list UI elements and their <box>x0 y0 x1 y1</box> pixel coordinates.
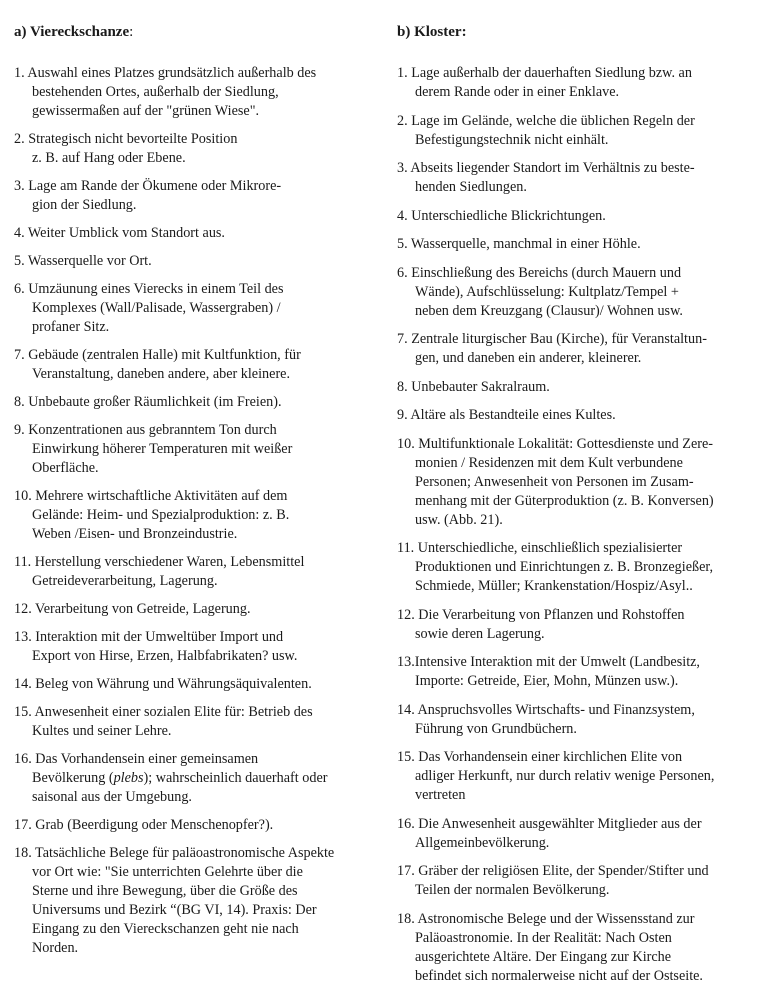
list-item <box>14 130 372 168</box>
list-item-continuation-line: derem Rande oder in einer Enklave. <box>415 84 620 100</box>
list-item-first-line: 9. Altäre als Bestandteile eines Kultes. <box>397 407 616 423</box>
list-item <box>14 224 372 243</box>
list-item-continuation-line: gewissermaßen auf der "grünen Wiese". <box>32 103 260 119</box>
list-item-first-line: 3. Lage am Rande der Ökumene oder Mikrore- <box>14 178 282 194</box>
list-item-continuation-line: Komplexes (Wall/Palisade, Wassergraben) / <box>32 300 281 316</box>
list-item-first-line: 10. Multifunktionale Lokalität: Gottesdienste und Zere- <box>397 435 713 452</box>
list-item-first-line: 9. Konzentrationen aus gebranntem Ton durch <box>14 422 277 438</box>
list-item <box>397 264 751 321</box>
list-item-first-line: 11. Herstellung verschiedener Waren, Lebensmittel <box>14 554 305 570</box>
list-item-first-line: 4. Unterschiedliche Blickrichtungen. <box>397 207 606 224</box>
list-item-continuation-line: Produktionen und Einrichtungen z. B. Bronzegießer, <box>415 559 714 575</box>
list-item-continuation-line: monien / Residenzen mit dem Kult verbundene <box>415 454 683 471</box>
list-item <box>397 330 751 368</box>
list-item-continuation-line: Kultes und seiner Lehre. <box>32 723 172 739</box>
list-item-continuation-line: Weben /Eisen- und Bronzeindustrie. <box>32 526 238 542</box>
list-item-continuation-line: usw. (Abb. 21). <box>415 511 503 528</box>
list-item-continuation-line: Personen; Anwesenheit von Personen im Zusam- <box>415 473 694 490</box>
list-item-continuation-line: vor Ort wie: "Sie unterrichten Gelehrte über die <box>32 864 303 880</box>
list-item-first-line: 18. Tatsächliche Belege für paläoastronomische Aspekte <box>14 845 335 861</box>
list-item-continuation-line: henden Siedlungen. <box>415 179 527 195</box>
list-item-first-line: 16. Die Anwesenheit ausgewählter Mitglieder aus der <box>397 815 702 832</box>
list-item-continuation-line: Wände), Aufschlüsselung: Kultplatz/Tempel + <box>415 283 679 300</box>
list-item-continuation-line: Befestigungstechnik nicht einhält. <box>415 131 609 148</box>
list-item <box>14 177 372 215</box>
list-item-continuation-line: Allgemeinbevölkerung. <box>415 834 550 851</box>
list-item-continuation-line: Sterne und ihre Bewegung, über die Größe des <box>32 883 298 899</box>
column-kloster <box>397 22 751 995</box>
list-item-first-line: 15. Das Vorhandensein einer kirchlichen Elite von <box>397 749 683 765</box>
list-item <box>397 653 751 691</box>
list-item-continuation-line: Paläoastronomie. In der Realität: Nach Osten <box>415 929 672 946</box>
list-item-continuation-line: sowie deren Lagerung. <box>415 625 545 642</box>
column-a-heading-text: a) Viereckschanze <box>14 24 130 40</box>
list-item-continuation-line: profaner Sitz. <box>32 319 110 335</box>
list-item-continuation-line: Eingang zu den Viereckschanzen geht nie nach <box>32 921 299 937</box>
list-item <box>14 553 372 591</box>
list-item-continuation-line: gen, und daneben ein anderer, kleinerer. <box>415 350 642 366</box>
list-item-first-line: 14. Beleg von Währung und Währungsäquivalenten. <box>14 676 312 692</box>
list-item <box>397 910 751 986</box>
list-item <box>14 280 372 337</box>
list-item-continuation-line: befindet sich normalerweise nicht auf der Ostseite. <box>415 967 703 984</box>
list-item <box>14 346 372 384</box>
list-item-continuation-line: Teilen der normalen Bevölkerung. <box>415 882 610 898</box>
list-item-first-line: 13. Interaktion mit der Umweltüber Import und <box>14 629 284 645</box>
list-item-first-line: 10. Mehrere wirtschaftliche Aktivitäten auf dem <box>14 488 288 504</box>
list-item-continuation-line: adliger Herkunft, nur durch relativ wenige Personen, <box>415 768 715 784</box>
column-a-list <box>14 64 372 958</box>
column-viereckschanze <box>14 22 372 967</box>
list-item <box>397 435 751 530</box>
list-item-continuation-line: Einwirkung höherer Temperaturen mit weißer <box>32 441 293 457</box>
list-item-continuation-line: Schmiede, Müller; Krankenstation/Hospiz/Asyl.. <box>415 578 693 594</box>
list-item <box>397 748 751 805</box>
list-item <box>14 675 372 694</box>
list-item-continuation-line: Norden. <box>32 940 79 956</box>
list-item-first-line: 17. Grab (Beerdigung oder Menschenopfer?). <box>14 817 274 833</box>
list-item <box>14 600 372 619</box>
list-item-first-line: 8. Unbebaute großer Räumlichkeit (im Freien). <box>14 394 282 410</box>
list-item-first-line: 13.Intensive Interaktion mit der Umwelt (Landbesitz, <box>397 654 700 670</box>
list-item-first-line: 6. Einschließung des Bereichs (durch Mauern und <box>397 264 682 281</box>
list-item <box>14 816 372 835</box>
list-item-continuation-line: Importe: Getreide, Eier, Mohn, Münzen usw.). <box>415 673 679 689</box>
list-item-first-line: 12. Verarbeitung von Getreide, Lagerung. <box>14 601 251 617</box>
list-item <box>14 64 372 121</box>
list-item-first-line: 4. Weiter Umblick vom Standort aus. <box>14 225 225 241</box>
list-item-continuation-line: saisonal aus der Umgebung. <box>32 789 192 805</box>
list-item-first-line: 18. Astronomische Belege und der Wissensstand zur <box>397 910 695 927</box>
list-item-first-line: 6. Umzäunung eines Vierecks in einem Teil des <box>14 281 284 297</box>
list-item <box>14 393 372 412</box>
list-item-first-line: 17. Gräber der religiösen Elite, der Spender/Stifter und <box>397 863 709 879</box>
list-item <box>397 207 751 226</box>
list-item <box>14 750 372 807</box>
list-item-first-line: 11. Unterschiedliche, einschließlich spezialisierter <box>397 540 683 556</box>
list-item <box>14 628 372 666</box>
list-item-continuation-line: bestehenden Ortes, außerhalb der Siedlung, <box>32 84 279 100</box>
list-item <box>14 844 372 958</box>
list-item-continuation-line: neben dem Kreuzgang (Clausur)/ Wohnen usw. <box>415 302 683 319</box>
list-item-continuation-line: Gelände: Heim- und Spezialproduktion: z. B. <box>32 507 290 523</box>
list-item-first-line: 3. Abseits liegender Standort im Verhältnis zu beste- <box>397 160 695 176</box>
list-item-first-line: 5. Wasserquelle, manchmal in einer Höhle. <box>397 236 641 252</box>
list-item <box>397 406 751 425</box>
list-item-continuation-line: Export von Hirse, Erzen, Halbfabrikaten? usw. <box>32 648 298 664</box>
list-item-continuation-line: Universums und Bezirk “(BG VI, 14). Praxis: Der <box>32 902 317 918</box>
list-item <box>397 235 751 254</box>
list-item <box>397 862 751 900</box>
list-item-first-line: 16. Das Vorhandensein einer gemeinsamen <box>14 751 259 767</box>
column-a-heading-colon: : <box>129 24 134 40</box>
column-b-heading: b) Kloster: <box>397 24 467 40</box>
latin-term: plebs <box>113 770 144 786</box>
list-item-first-line: 5. Wasserquelle vor Ort. <box>14 253 152 269</box>
list-item <box>14 487 372 544</box>
list-item-first-line: 2. Lage im Gelände, welche die üblichen Regeln der <box>397 112 695 129</box>
list-item-first-line: 1. Lage außerhalb der dauerhaften Siedlung bzw. an <box>397 65 692 81</box>
list-item <box>397 606 751 644</box>
list-item <box>14 703 372 741</box>
list-item-continuation-line: gion der Siedlung. <box>32 197 137 213</box>
list-item-continuation-line: Oberfläche. <box>32 460 99 476</box>
column-b-list <box>397 64 751 986</box>
list-item-first-line: 7. Gebäude (zentralen Halle) mit Kultfunktion, für <box>14 347 301 363</box>
list-item <box>14 252 372 271</box>
list-item-continuation-line: z. B. auf Hang oder Ebene. <box>32 150 186 166</box>
list-item-first-line: 8. Unbebauter Sakralraum. <box>397 378 550 395</box>
list-item-first-line: 14. Anspruchsvolles Wirtschafts- und Finanzsystem, <box>397 701 695 718</box>
list-item <box>397 815 751 853</box>
list-item-first-line: 15. Anwesenheit einer sozialen Elite für: Betrieb des <box>14 704 313 720</box>
list-item <box>397 159 751 197</box>
list-item-first-line: 7. Zentrale liturgischer Bau (Kirche), für Veranstaltun- <box>397 331 707 347</box>
list-item-continuation-line: Bevölkerung (plebs); wahrscheinlich dauerhaft oder <box>32 770 328 786</box>
list-item <box>397 112 751 150</box>
list-item-continuation-line: menhang mit der Güterproduktion (z. B. Konversen) <box>415 492 714 509</box>
list-item-first-line: 2. Strategisch nicht bevorteilte Position <box>14 131 238 147</box>
list-item <box>14 421 372 478</box>
list-item-continuation-line: Getreideverarbeitung, Lagerung. <box>32 573 218 589</box>
list-item-continuation-line: Führung von Grundbüchern. <box>415 720 577 737</box>
list-item <box>397 378 751 397</box>
list-item <box>397 64 751 102</box>
list-item-continuation-line: ausgerichtete Altäre. Der Eingang zur Kirche <box>415 948 672 965</box>
column-a-heading <box>14 22 372 42</box>
list-item-first-line: 12. Die Verarbeitung von Pflanzen und Rohstoffen <box>397 606 685 623</box>
list-item-first-line: 1. Auswahl eines Platzes grundsätzlich außerhalb des <box>14 65 317 81</box>
list-item <box>397 701 751 739</box>
list-item-continuation-line: Veranstaltung, daneben andere, aber kleinere. <box>32 366 291 382</box>
list-item-continuation-line: vertreten <box>415 787 466 803</box>
list-item <box>397 539 751 596</box>
